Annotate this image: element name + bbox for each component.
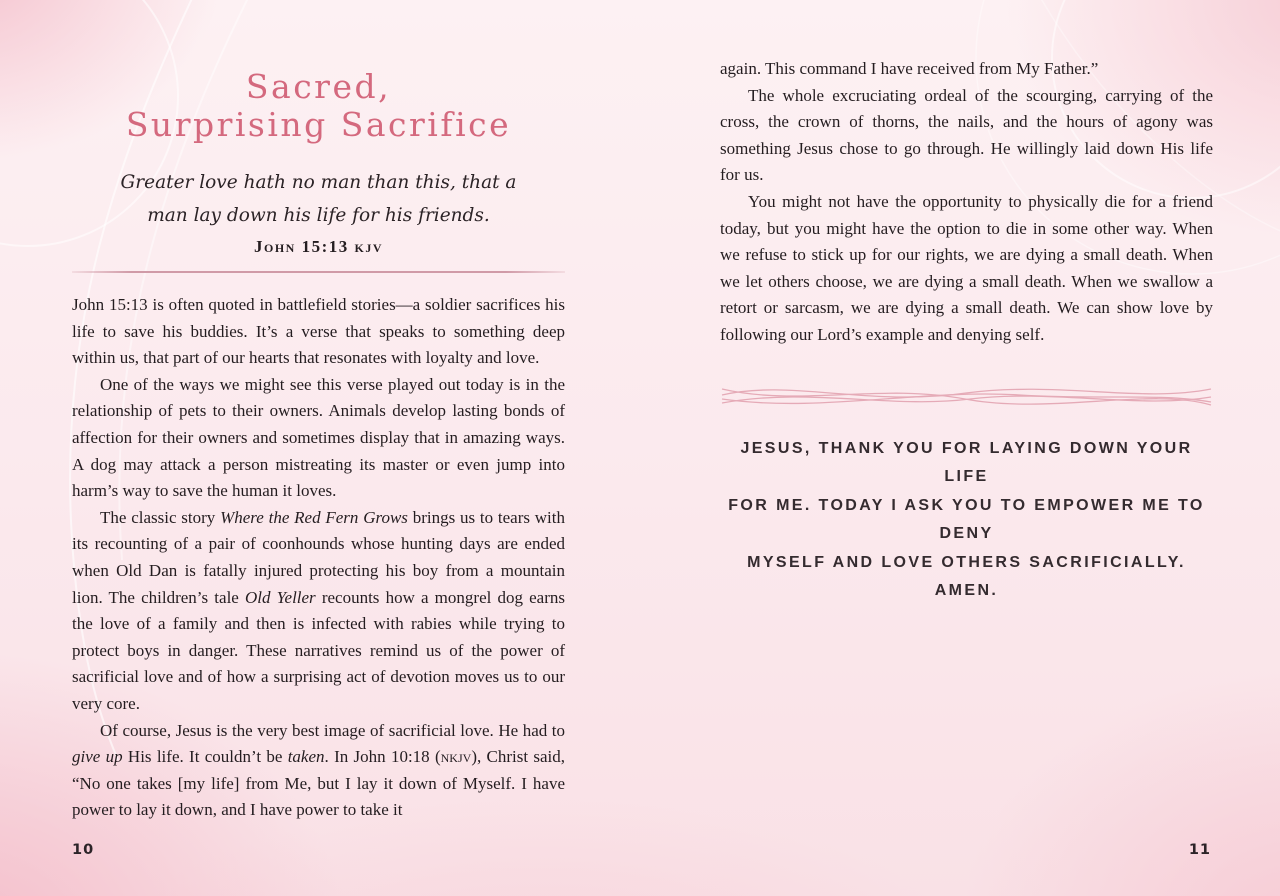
- prayer-text: JESUS, THANK YOU FOR LAYING DOWN YOUR LIFE FOR ME. TODAY I ASK YOU TO EMPOWER ME TO DENY MYSELF AND LOVE OTHERS SACRIFICIALLY. AMEN.: [728, 439, 1205, 600]
- scripture-reference: John 15:13 kjv: [254, 237, 383, 256]
- left-page-body-text: John 15:13 is often quoted in battlefield stories—a soldier sacrifices his life to save his buddies. It’s a verse that speaks to something deep within us, that part of our hearts that resonates with loyalty and love. One of the ways we might see this verse played out today is in the relationship of pets to their owners. Animals develop lasting bonds of affection for their owners and sometimes display that in amazing ways. A dog may attack a person mistreating its master or even jump into harm’s way to save the human it loves. The classic story Where the Red Fern Grows brings us to tears with its recounting of a pair of coonhounds whose hunting days are ended when Old Dan is fatally injured protecting his boy from a mountain lion. The children’s tale Old Yeller recounts how a mongrel dog earns the love of a family and then is infected with rabies while trying to protect boys in danger. These narratives remind us of the power of sacrificial love and of how a surprising act of devotion moves us to our very core. Of course, Jesus is the very best image of sacrificial love. He had to give up His life. It couldn’t be taken. In John 10:18 (nkjv), Christ said, “No one takes [my life] from Me, but I lay it down of Myself. I have power to lay it down, and I have power to take it: [72, 295, 566, 820]
- left-page-number: 10: [72, 842, 95, 858]
- right-page-body-text: again. This command I have received from My Father.” The whole excruciating ordeal of the scourging, carrying of the cross, the crown of thorns, the nails, and the hours of agony was something Jesus chose to go through. He willingly laid down His life for us. You might not have the opportunity to physically die for a friend today, but you might have the option to die in some other way. When we refuse to stick up for our rights, we are dying a small death. When we let others choose, we are dying a small death. When we swallow a retort or sarcasm, we are dying a small death. We can show love by following our Lord’s example and denying self.: [720, 59, 1213, 344]
- right-page: [720, 0, 1213, 896]
- section-divider-line: [72, 271, 565, 273]
- squiggle-divider: [720, 375, 1213, 419]
- left-page: [72, 0, 565, 896]
- squiggle-lines-icon: [720, 375, 1213, 419]
- right-page-number: 11: [1188, 842, 1211, 858]
- chapter-title: Sacred, Surprising Sacrifice: [125, 67, 512, 144]
- scripture-verse: Greater love hath no man than this, that a man lay down his life for his friends.: [120, 172, 517, 226]
